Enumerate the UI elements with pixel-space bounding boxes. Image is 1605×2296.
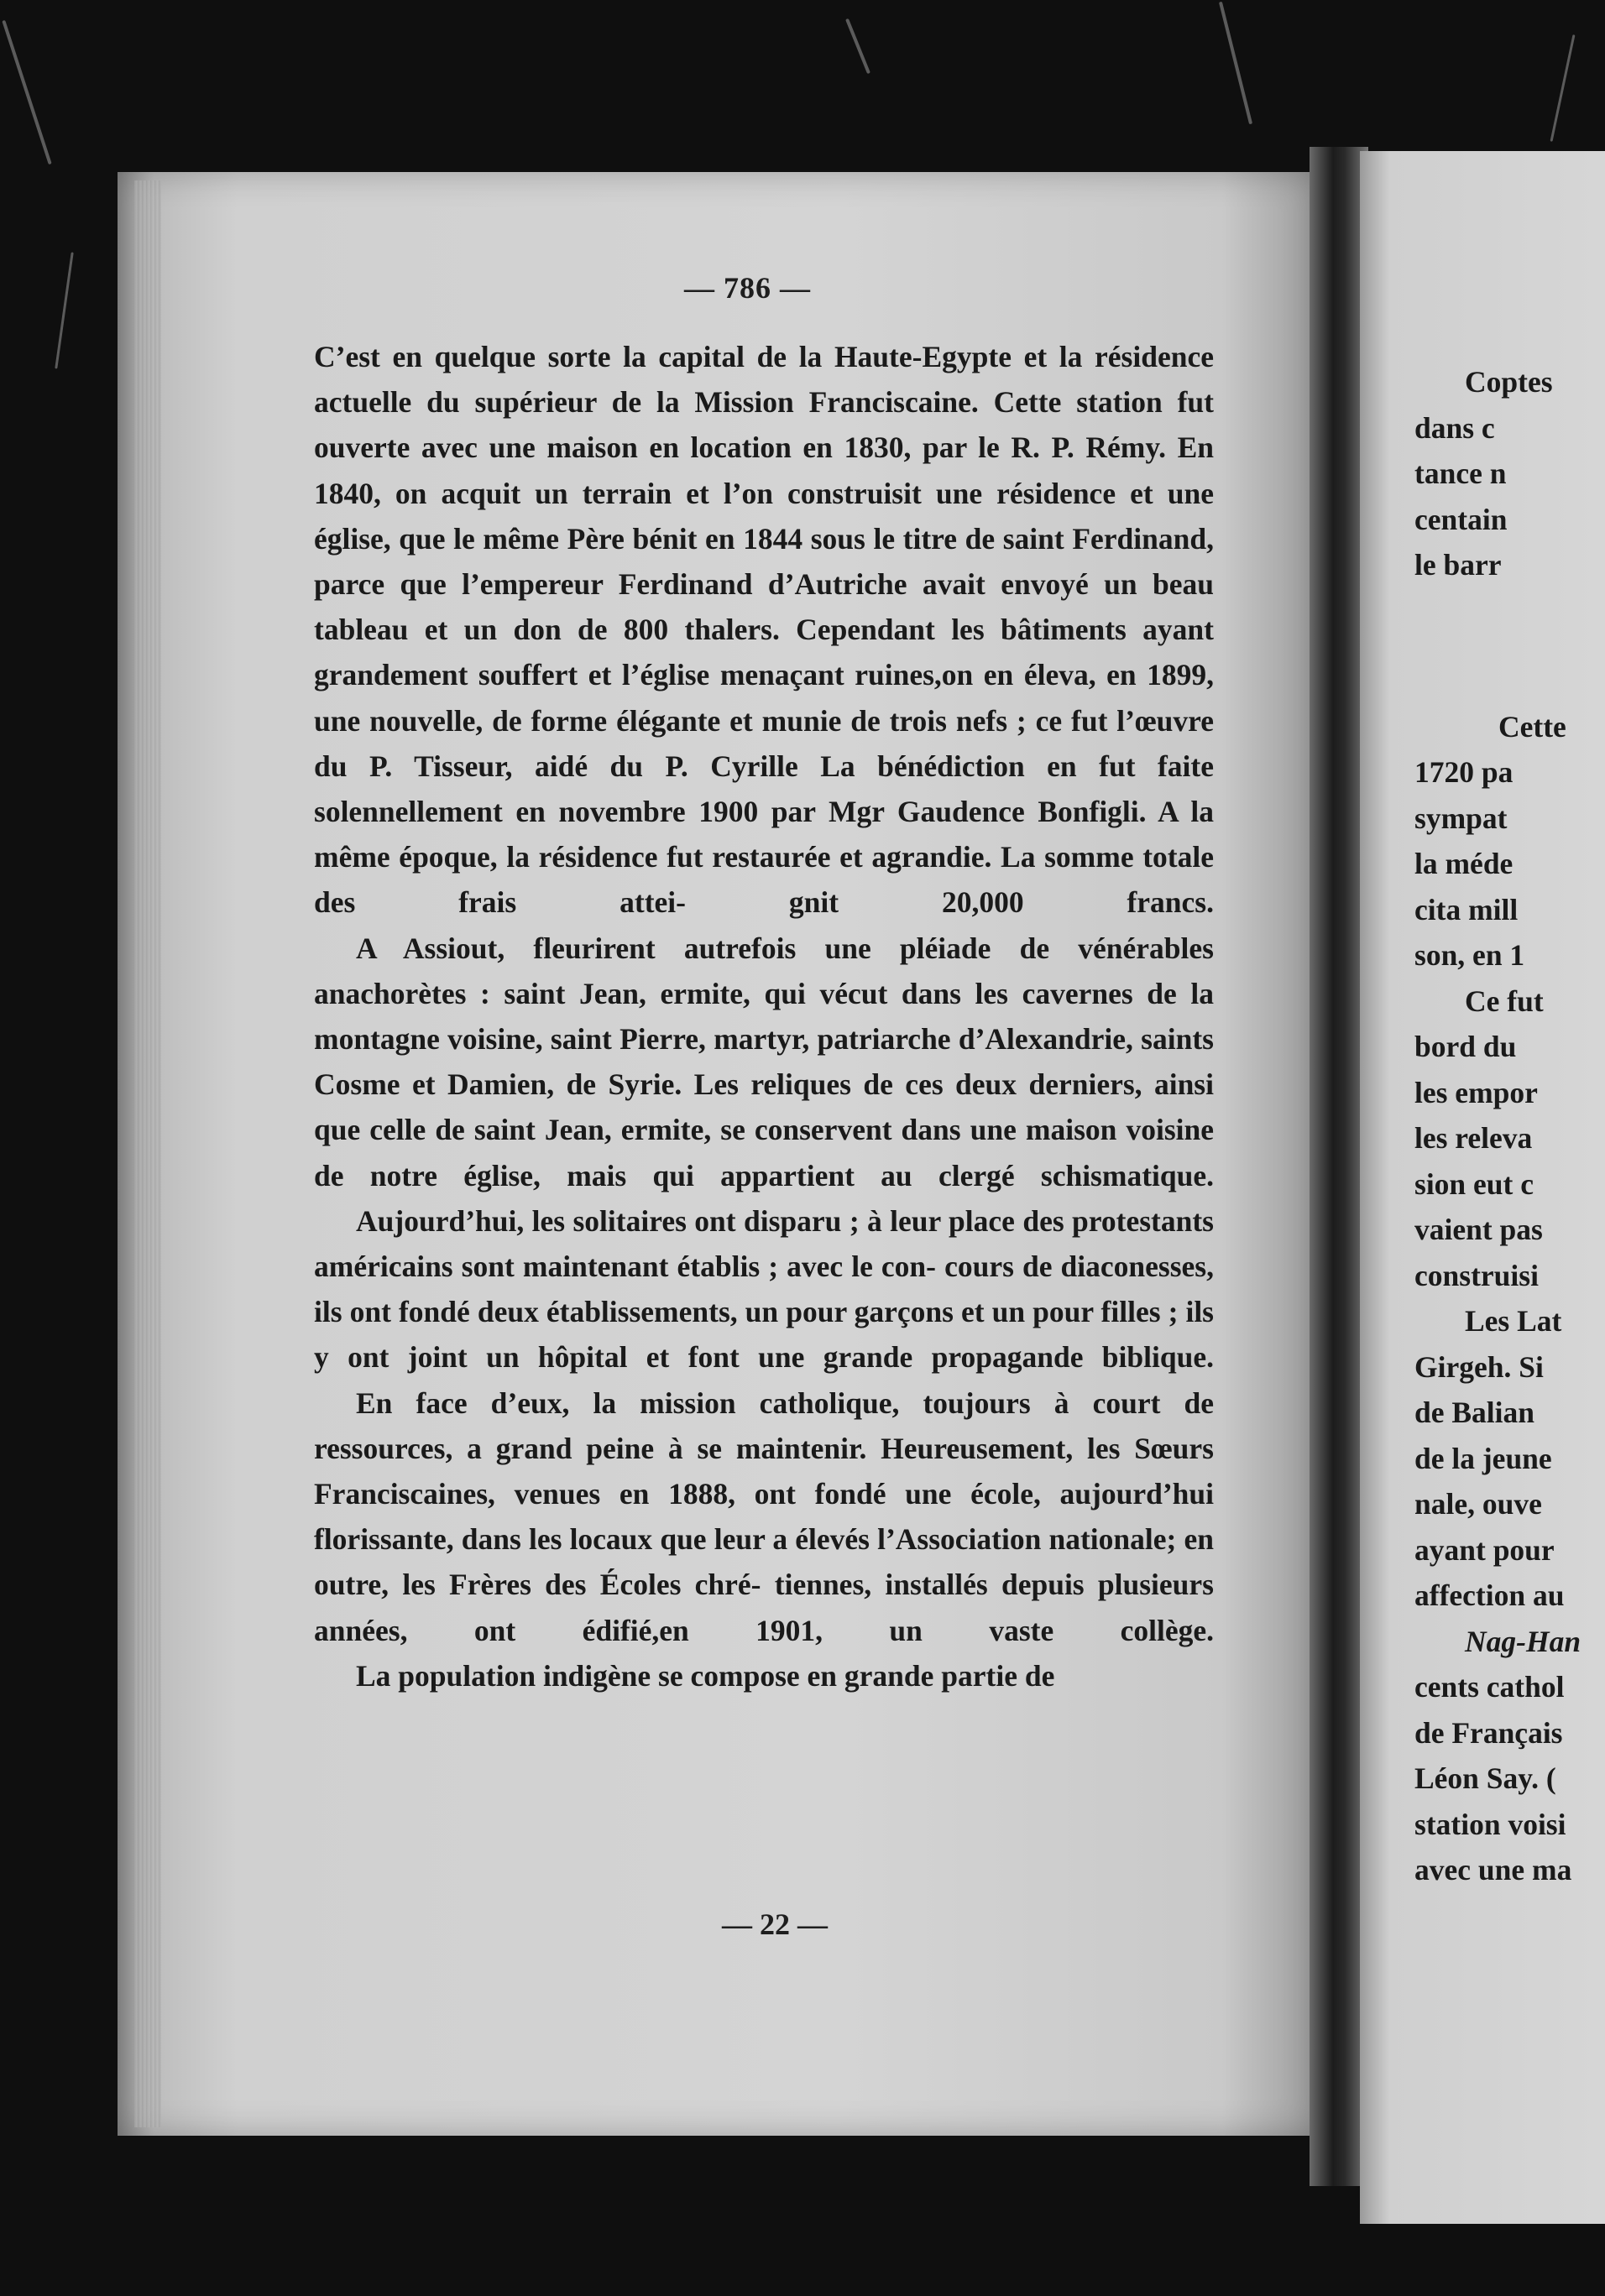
text-line: les releva — [1414, 1121, 1533, 1155]
text-line: Ce fut — [1465, 984, 1544, 1018]
text-line: affection au — [1414, 1578, 1565, 1612]
text-line: cents cathol — [1414, 1670, 1565, 1704]
text-line: sion eut c — [1414, 1166, 1534, 1201]
page-edges — [134, 180, 161, 2127]
text-line: les empor — [1414, 1075, 1538, 1109]
running-head: — 786 — — [684, 271, 811, 305]
text-line: le barr — [1414, 548, 1502, 582]
text-line: Girgeh. Si — [1414, 1349, 1544, 1384]
paragraph: C’est en quelque sorte la capital de la Haute-Egypte et la résidence actuelle du supérieur de la Mission Franciscaine. Cette station fut ouverte avec une maison en location en 1830, par le R. P. Rémy. En 1840, on acquit un terrain et l’on construisit une résidence et une église, que le même Père bénit en 1844 sous le titre de saint Ferdinand, parce que l’empereur Ferdinand d’Autriche avait envoyé un beau tableau et un don de 800 thalers. Cependant les bâtiments ayant grandement souffert et l’église menaçant ruines,on en éleva, en 1899, une nouvelle, de forme élégante et munie de trois nefs ; ce fut l’œuvre du P. Tisseur, aidé du P. Cyrille La bénédiction en fut faite solennellement en novembre 1900 par Mgr Gaudence Bonfigli. A la même époque, la résidence fut restaurée et agrandie. La somme totale des frais attei- gnit 20,000 francs. — [314, 340, 1214, 920]
body-text — [314, 334, 1214, 1699]
text-line: 1720 pa — [1414, 755, 1514, 789]
text-line: Coptes — [1465, 365, 1553, 399]
blank-space — [1465, 588, 1605, 704]
folio-signature: — 22 — — [722, 1907, 828, 1941]
text-line: vaient pas — [1414, 1213, 1543, 1246]
paragraph: En face d’eux, la mission catholique, toujours à court de ressources, a grand peine à se maintenir. Heureusement, les Sœurs Franciscaines, venues en 1888, ont fondé une école, aujourd’hui florissante, dans les locaux que leur a élevés l’Association nationale; en outre, les Frères des Écoles chré- tiennes, installés depuis plusieurs années, ont édifié,en 1901, un vaste collège. — [314, 1385, 1214, 1647]
paragraph: La population indigène se compose en grande partie de — [356, 1658, 1055, 1693]
text-line: Nag-Han — [1465, 1624, 1581, 1658]
text-line: centain — [1414, 502, 1508, 536]
paragraph: A Assiout, fleurirent autrefois une pléiade de vénérables anachorètes : saint Jean, ermite, qui vécut dans les cavernes de la montagne voisine, saint Pierre, martyr, patriarche d’Alexandrie, saints Cosme et Damien, de Syrie. Les reliques de ces deux derniers, ainsi que celle de saint Jean, ermite, se conservent dans une maison voisine de notre église, mais qui appartient au clergé schismatique. — [314, 931, 1214, 1192]
text-line: avec une ma — [1414, 1853, 1572, 1886]
text-line: dans c — [1414, 410, 1495, 445]
text-line: cita mill — [1414, 892, 1519, 926]
text-line: Cette — [1498, 709, 1566, 744]
text-line: de Français — [1414, 1715, 1563, 1750]
text-line: la méde — [1414, 847, 1514, 880]
text-line: nale, ouve — [1414, 1487, 1542, 1521]
film-scratch — [845, 18, 870, 74]
paragraph: Aujourd’hui, les solitaires ont disparu ; à leur place des protestants américains sont maintenant établis ; avec le con- cours de diaconesses, ils ont fondé deux établissements, un pour garçons et un pour filles ; ils y ont joint un hôpital et font une grande propagande biblique. — [314, 1203, 1214, 1375]
text-line: sympat — [1414, 801, 1508, 835]
text-line: son, en 1 — [1414, 938, 1525, 972]
film-scratch — [1550, 34, 1576, 142]
text-line: de la jeune — [1414, 1441, 1552, 1475]
text-line: tance n — [1414, 457, 1507, 490]
text-line: Léon Say. ( — [1414, 1761, 1556, 1795]
text-line: de Balian — [1414, 1396, 1535, 1429]
text-line: ayant pour — [1414, 1532, 1555, 1567]
text-line: construisi — [1414, 1258, 1539, 1292]
film-scratch — [2, 20, 51, 164]
text-line: Les Lat — [1465, 1304, 1562, 1338]
film-scratch — [1219, 2, 1252, 125]
text-line: bord du — [1414, 1030, 1517, 1063]
text-line: station voisi — [1414, 1807, 1566, 1841]
right-page-text — [1414, 359, 1605, 1893]
